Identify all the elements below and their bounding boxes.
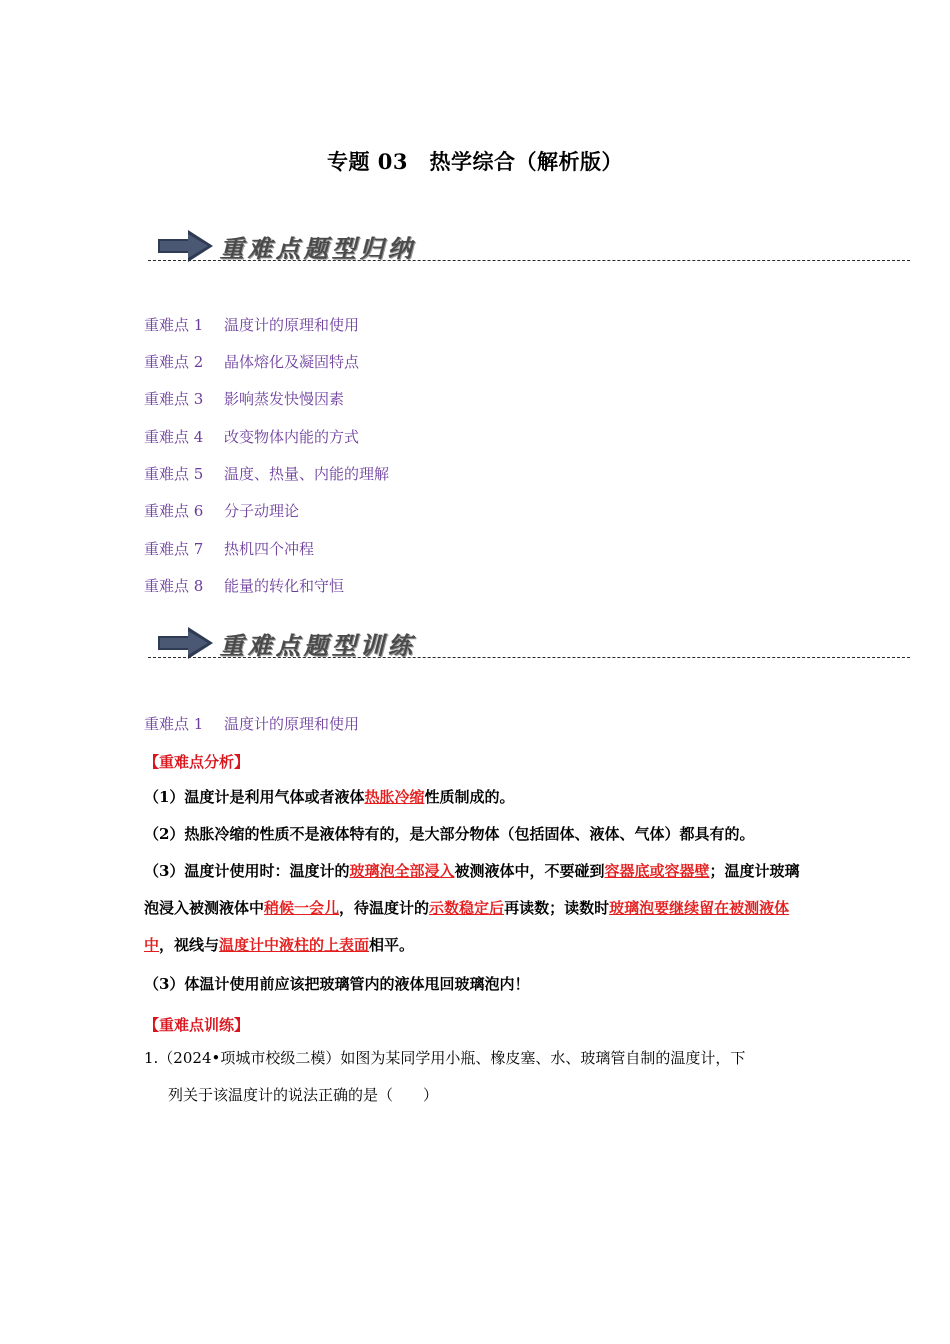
toc-num: 重难点 4 (144, 428, 204, 446)
toc-text: 热机四个冲程 (224, 540, 315, 558)
toc-text: 晶体熔化及凝固特点 (224, 353, 360, 371)
text: 被测液体中，不要碰到 (454, 862, 605, 880)
training-heading: 【重难点训练】 (144, 1016, 250, 1034)
toc-num: 重难点 7 (144, 540, 204, 558)
arrow-right-icon (158, 626, 214, 660)
question-line: 1.（2024•项城市校级二模）如图为某同学用小瓶、橡皮塞、水、玻璃管自制的温度计，下 (144, 1049, 746, 1067)
banner-divider (148, 260, 910, 261)
analysis-paragraph-1 (144, 779, 808, 816)
toc-text: 温度、热量、内能的理解 (224, 465, 390, 483)
section-banner-summary (148, 229, 910, 269)
text: 再读数；读数时 (504, 899, 610, 917)
analysis-paragraph-2 (144, 816, 808, 853)
toc-item-4[interactable] (144, 427, 359, 447)
analysis-paragraph-4 (144, 966, 808, 1003)
banner-title: 重难点题型训练 (220, 632, 416, 660)
toc-text: 改变物体内能的方式 (224, 428, 360, 446)
banner-divider (148, 657, 910, 658)
section-banner-training (148, 626, 910, 666)
toc-item-5[interactable] (144, 464, 389, 484)
text: ；温度计玻璃泡浸入被测液体中 (144, 862, 800, 917)
toc-num: 重难点 5 (144, 465, 204, 483)
section-title: 温度计的原理和使用 (224, 715, 360, 733)
text: （2）热胀冷缩的性质不是液体特有的，是大部分物体（包括固体、液体、气体）都具有的。 (144, 825, 755, 843)
question-1 (144, 1040, 808, 1114)
analysis-heading: 【重难点分析】 (144, 753, 250, 771)
toc-num: 重难点 2 (144, 353, 204, 371)
highlight-text: 玻璃泡要继续留在被测液体中 (144, 899, 790, 954)
text: （3）温度计使用时：温度计的 (144, 862, 350, 880)
toc-item-2[interactable] (144, 352, 359, 372)
text: （3）体温计使用前应该把玻璃管内的液体甩回玻璃泡内！ (144, 975, 530, 993)
highlight-text: 热胀冷缩 (364, 788, 425, 806)
toc-item-7[interactable] (144, 539, 314, 559)
toc-text: 能量的转化和守恒 (224, 577, 345, 595)
question-line: 列关于该温度计的说法正确的是（ ） (168, 1086, 439, 1104)
highlight-text: 温度计中液柱的上表面 (219, 936, 370, 954)
toc-num: 重难点 6 (144, 502, 204, 520)
toc-item-1[interactable] (144, 315, 359, 335)
toc-num: 重难点 3 (144, 390, 204, 408)
highlight-text: 示数稳定后 (429, 899, 505, 917)
section-num: 重难点 1 (144, 715, 204, 733)
section-heading (144, 713, 359, 734)
toc-text: 影响蒸发快慢因素 (224, 390, 345, 408)
toc-text: 分子动理论 (224, 502, 300, 520)
highlight-text: 玻璃泡全部浸入 (349, 862, 455, 880)
text: 相平。 (369, 936, 415, 954)
toc-text: 温度计的原理和使用 (224, 316, 360, 334)
page-title: 专题 03 热学综合（解析版） (326, 149, 624, 174)
toc-num: 重难点 8 (144, 577, 204, 595)
highlight-text: 容器底或容器壁 (604, 862, 710, 880)
banner-title: 重难点题型归纳 (220, 235, 416, 263)
text: （1）温度计是利用气体或者液体 (144, 788, 365, 806)
toc-item-3[interactable] (144, 389, 344, 409)
toc-num: 重难点 1 (144, 316, 204, 334)
text: ，待温度计的 (339, 899, 430, 917)
analysis-paragraph-3 (144, 853, 808, 964)
arrow-right-icon (158, 229, 214, 263)
text: ，视线与 (159, 936, 220, 954)
text: 性质制成的。 (424, 788, 515, 806)
toc-item-8[interactable] (144, 576, 344, 596)
highlight-text: 稍候一会儿 (264, 899, 340, 917)
toc-item-6[interactable] (144, 501, 299, 521)
